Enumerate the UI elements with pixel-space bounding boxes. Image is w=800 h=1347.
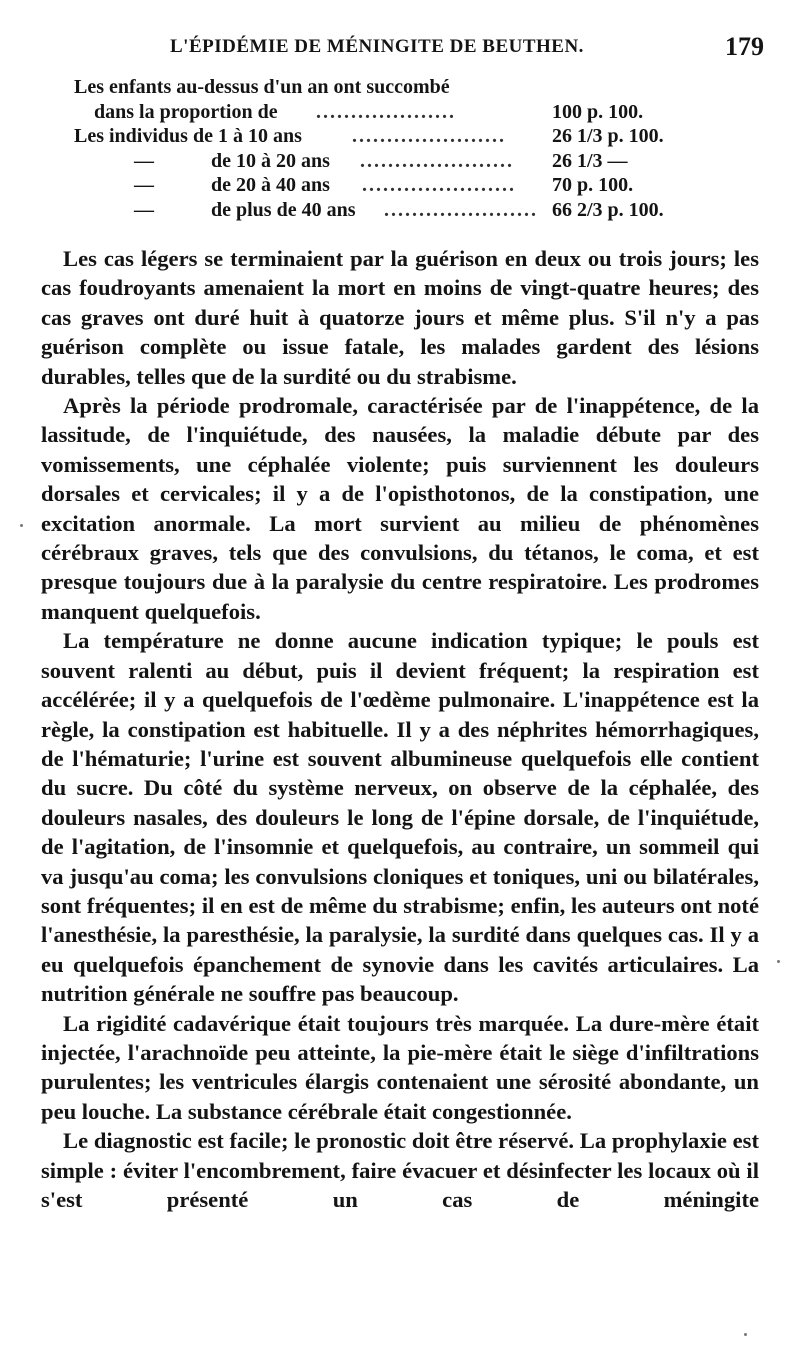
stat-value: 26 1/3 — — [552, 149, 628, 172]
ditto-dash: — — [134, 174, 154, 196]
stat-value: 100 p. 100. — [552, 100, 644, 123]
ditto-dash: — — [134, 149, 154, 172]
stat-value: 70 p. 100. — [552, 174, 634, 196]
print-speck — [777, 960, 780, 963]
page-number: 179 — [725, 32, 764, 61]
stat-value: 26 1/3 p. 100. — [552, 125, 664, 147]
body-text — [41, 244, 759, 1214]
paragraph: Les cas légers se terminaient par la guérison en deux ou trois jours; les cas foudroyants amenaient la mort en moins de vingt-quatre heures; des cas graves ont duré huit à quatorze jours et même plus. S'il n'y a pas guérison complète ou issue fatale, les malades gardent des lésions durables, telles que de la surdité ou du strabisme. — [41, 246, 759, 389]
stat-row — [74, 149, 704, 174]
stat-row — [74, 75, 704, 100]
stat-label: de 10 à 20 ans — [211, 149, 330, 172]
dot-leader: ...................... — [362, 174, 516, 196]
dot-leader: .................... — [316, 100, 456, 123]
dot-leader: ...................... — [352, 125, 506, 147]
stat-label: Les enfants au-dessus d'un an ont succombé — [74, 76, 450, 98]
print-speck — [20, 524, 23, 527]
paragraph: Après la période prodromale, caractérisée par de l'inappétence, de la lassitude, de l'inquiétude, des nausées, la maladie débute par des vomissements, une céphalée violente; puis surviennent les douleurs dorsales et cervicales; il y a de l'opisthotonos, de la constipation, une excitation anormale. La mort survient au milieu de phénomènes cérébraux graves, tels que des convulsions, du tétanos, le coma, et est presque toujours due à la paralysie du centre respiratoire. Les prodromes manquent quelquefois. — [41, 393, 759, 624]
page-header — [170, 32, 766, 70]
running-title: L'ÉPIDÉMIE DE MÉNINGITE DE BEUTHEN. — [170, 36, 584, 57]
stat-row — [74, 198, 704, 223]
print-speck — [744, 1333, 747, 1336]
stat-label: Les individus de 1 à 10 ans — [74, 125, 302, 147]
stat-row — [74, 124, 704, 149]
stat-label: de plus de 40 ans — [211, 198, 356, 221]
stat-value: 66 2/3 p. 100. — [552, 198, 664, 221]
ditto-dash: — — [134, 198, 154, 221]
stat-label: de 20 à 40 ans — [211, 174, 330, 196]
dot-leader: ...................... — [384, 198, 538, 221]
paragraph: Le diagnostic est facile; le pronostic doit être réservé. La prophylaxie est simple : éviter l'encombrement, faire évacuer et désinfecter les locaux où il s'est présenté un cas de méningite — [41, 1128, 759, 1212]
dot-leader: ...................... — [360, 149, 514, 172]
paragraph: La température ne donne aucune indication typique; le pouls est souvent ralenti au début, puis il devient fréquent; la respiration est accélérée; il y a quelquefois de l'œdème pulmonaire. L'inappétence est la règle, la constipation est habituelle. Il y a des néphrites hémorrhagiques, de l'hématurie; l'urine est souvent albumineuse quelquefois elle contient du sucre. Du côté du système nerveux, on observe de la céphalée, des douleurs nasales, des douleurs le long de l'épine dorsale, de l'inquiétude, de l'agitation, de l'insomnie et quelquefois, au contraire, un sommeil qui va jusqu'au coma; les convulsions cloniques et toniques, uni ou bilatérales, sont fréquentes; il en est de même du strabisme; enfin, les auteurs ont noté l'anesthésie, la paresthésie, la paralysie, la surdité dans quelques cas. Il y a eu quelquefois épanchement de synovie dans les cavités articulaires. La nutrition générale ne souffre pas beaucoup. — [41, 628, 759, 1007]
stat-label: dans la proportion de — [94, 100, 278, 123]
mortality-table — [74, 75, 704, 222]
stat-row — [74, 173, 704, 198]
paragraph: La rigidité cadavérique était toujours très marquée. La dure-mère était injectée, l'arachnoïde peu atteinte, la pie-mère était le siège d'infiltrations purulentes; les ventricules élargis contenaient une sérosité abondante, un peu louche. La substance cérébrale était congestionnée. — [41, 1010, 759, 1124]
stat-row — [74, 100, 704, 125]
